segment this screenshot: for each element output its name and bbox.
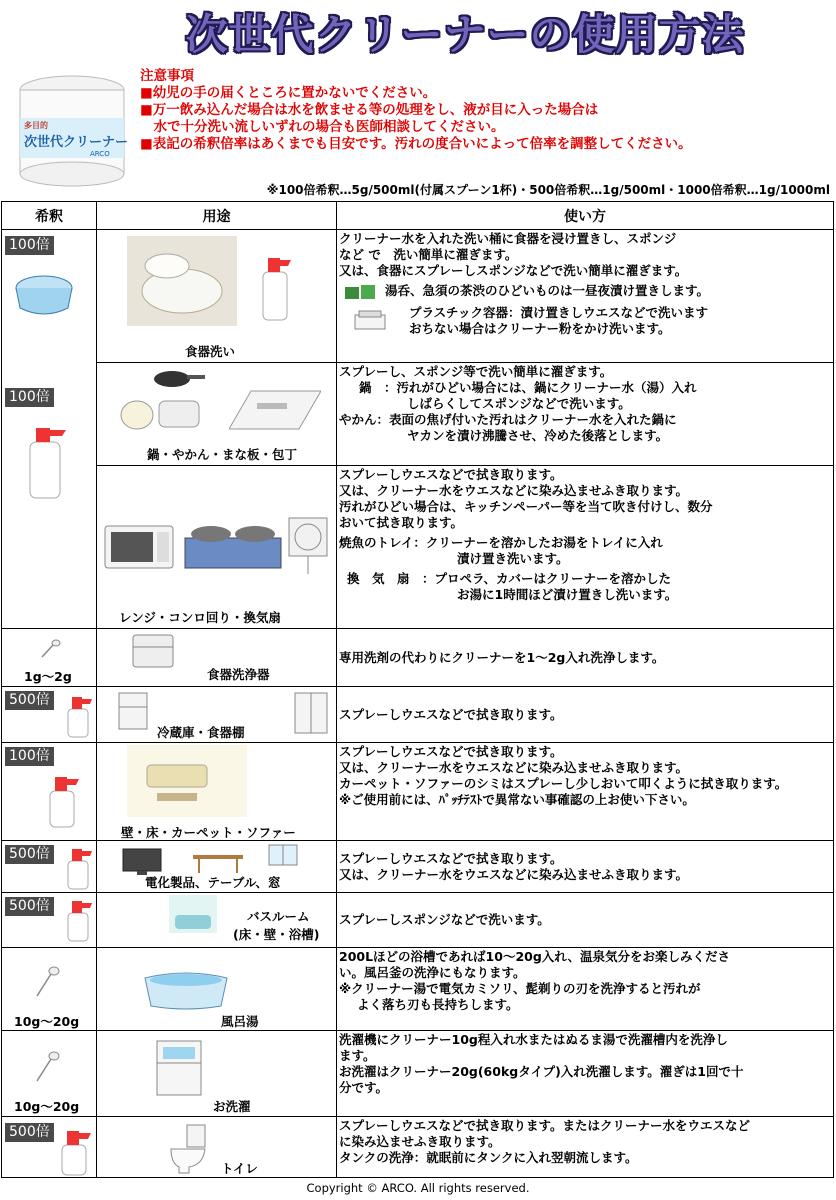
- svg-text:多目的: 多目的: [24, 121, 48, 130]
- purpose-label: レンジ・コンロ回り・換気扇: [119, 610, 281, 625]
- howto-line: タンクの洗浄：就眠前にタンクに入れ翌朝流します。: [339, 1150, 638, 1165]
- purpose-cell: [97, 948, 337, 1031]
- howto-line: 湯呑、急須の茶渋のひどいものは一昼夜漬け置きします。: [385, 283, 710, 298]
- purpose-sublabel: (床・壁・浴槽): [233, 927, 320, 942]
- purpose-cell: [97, 687, 337, 743]
- purpose-label: 鍋・やかん・まな板・包丁: [147, 447, 298, 462]
- howto-line: スプレーし、スポンジ等で洗い簡単に濯ぎます。: [339, 364, 613, 379]
- howto-cell: [337, 743, 834, 841]
- howto-line: カーペット・ソファーのシミはスプレーし少しおいて叩くように拭き取ります。: [339, 776, 788, 791]
- purpose-cell: [97, 893, 337, 948]
- table-row: [2, 687, 834, 743]
- spoon-icon: [38, 637, 62, 661]
- purpose-cell: [97, 841, 337, 893]
- purpose-cell: [97, 230, 337, 363]
- howto-cell: [337, 1117, 834, 1178]
- howto-line: 換 気 扇 ：プロペラ、カバーはクリーナーを溶かした: [347, 571, 672, 586]
- microwave-icon: [103, 522, 175, 572]
- howto-line: 又は、食器にスプレーしスポンジなどで洗い簡単に濯ぎます。: [339, 263, 688, 278]
- dilution-cell: [2, 1031, 97, 1117]
- howto-line: スプレーしスポンジなどで洗います。: [339, 912, 550, 927]
- spray-bottle-icon: [259, 252, 291, 322]
- howto-line: お湯に1時間ほど漬け置きし洗います。: [457, 587, 678, 602]
- table-row: [2, 893, 834, 948]
- living-room-icon: [127, 745, 247, 817]
- table-row: [2, 230, 834, 363]
- howto-cell: [337, 629, 834, 687]
- purpose-label: お洗濯: [213, 1099, 251, 1114]
- bowl-icon: [12, 270, 76, 320]
- dishwasher-icon: [131, 633, 175, 669]
- dilution-note: ※100倍希釈…5g/500ml(付属スプーン1杯)・500倍希釈…1g/500ml・1000倍希釈…1g/1000ml: [266, 183, 830, 197]
- howto-line: プラスチック容器：漬け置きしウエスなどで洗います: [409, 305, 709, 320]
- howto-line: 鍋 ：汚れがひどい場合には、鍋にクリーナー水（湯）入れ: [359, 380, 697, 395]
- spray-bottle-icon: [58, 1127, 92, 1177]
- copyright-footer: Copyright © ARCO. All rights reserved.: [306, 1181, 530, 1195]
- dilution-cell: [2, 1117, 97, 1178]
- dilution-cell: [2, 687, 97, 743]
- purpose-label: 壁・床・カーペット・ソファー: [121, 825, 296, 840]
- purpose-label: 食器洗浄器: [207, 667, 270, 682]
- purpose-label: 食器洗い: [185, 344, 236, 359]
- howto-line: よく落ち刃も長持ちします。: [357, 997, 519, 1012]
- howto-line: おちない場合はクリーナー粉をかけ洗います。: [409, 321, 671, 336]
- table-row: [2, 948, 834, 1031]
- howto-line: ※ご使用前には、ﾊﾟｯﾁﾃｽﾄで異常ない事確認の上お使い下さい。: [339, 792, 695, 807]
- howto-line: スプレーしウエスなどで拭き取ります。: [339, 850, 563, 866]
- spray-bottle-icon: [64, 897, 92, 943]
- howto-line: 洗濯機にクリーナー10g程入れ水またはぬるま湯で洗濯槽内を洗浄し: [339, 1032, 728, 1047]
- window-icon: [267, 843, 299, 867]
- ventilation-fan-icon: [287, 516, 329, 576]
- teapot-icon: [341, 281, 379, 301]
- dish-rack-icon: [127, 236, 237, 326]
- dose-label: 1g～2g: [24, 669, 72, 684]
- dilution-cell: [2, 948, 97, 1031]
- table-row: [2, 1031, 834, 1117]
- purpose-cell: [97, 466, 337, 629]
- howto-line: スプレーしウエスなどで拭き取ります。: [339, 706, 563, 722]
- table-row: [2, 629, 834, 687]
- howto-line: ※クリーナー湯で電気カミソリ、髭剃りの刃を洗浄すると汚れが: [339, 981, 701, 996]
- howto-cell: [337, 948, 834, 1031]
- purpose-label: 電化製品、テーブル、窓: [145, 875, 281, 890]
- howto-line: など で 洗い簡単に濯ぎます。: [339, 247, 518, 262]
- purpose-cell: [97, 629, 337, 687]
- howto-line: スプレーしウエスなどで拭き取ります。: [339, 744, 563, 759]
- howto-line: 又は、クリーナー水をウエスなどに染み込ませふき取ります。: [339, 483, 689, 498]
- howto-cell: [337, 230, 834, 363]
- howto-cell: [337, 363, 834, 466]
- howto-line: 又は、クリーナー水をウエスなどに染み込ませふき取ります。: [339, 866, 689, 882]
- dilution-badge: 500倍: [5, 691, 54, 710]
- caution-item: ■表記の希釈倍率はあくまでも目安です。汚れの度合いによって倍率を調整してください。: [140, 136, 692, 152]
- dilution-badge: 500倍: [5, 897, 54, 916]
- cutting-board-icon: [229, 389, 321, 433]
- spray-bottle-icon: [64, 693, 92, 739]
- howto-line: 分です。: [339, 1080, 389, 1095]
- purpose-cell: [97, 743, 337, 841]
- purpose-label: トイレ: [221, 1161, 258, 1176]
- howto-line: に染み込ませふき取ります。: [339, 1134, 501, 1149]
- dilution-badge: 100倍: [5, 236, 54, 255]
- howto-cell: [337, 1031, 834, 1117]
- washing-machine-icon: [155, 1039, 203, 1097]
- spray-bottle-icon: [46, 773, 80, 829]
- howto-line: 専用洗剤の代わりにクリーナーを1～2g入れ洗浄します。: [339, 649, 665, 665]
- svg-text:次世代クリーナー: 次世代クリーナー: [24, 135, 129, 150]
- howto-line: スプレーしウエスなどで拭き取ります。: [339, 467, 563, 482]
- purpose-label: 風呂湯: [221, 1014, 259, 1029]
- dilution-cell: [2, 841, 97, 893]
- spoon-icon: [32, 964, 62, 1000]
- howto-line: 漬け置き洗います。: [457, 551, 569, 566]
- gas-stove-icon: [183, 518, 283, 572]
- howto-cell: [337, 893, 834, 948]
- howto-line: 200Lほどの浴槽であれば10～20g入れ、温泉気分をお楽しみくださ: [339, 949, 731, 964]
- table-row: [2, 841, 834, 893]
- caution-item: ■万一飲み込んだ場合は水を飲ませる等の処理をし、液が目に入った場合は: [140, 102, 599, 118]
- howto-line: クリーナー水を入れた洗い桶に食器を浸け置きし、スポンジ: [339, 231, 677, 246]
- plastic-container-icon: [353, 309, 389, 333]
- howto-line: しばらくしてスポンジなどで洗います。: [407, 396, 631, 411]
- dose-label: 10g～20g: [14, 1099, 80, 1114]
- dilution-cell: [2, 629, 97, 687]
- refrigerator-icon: [117, 691, 149, 731]
- caution-item: 水で十分洗い流しいずれの場合も医師相談してください。: [140, 119, 505, 135]
- purpose-label: バスルーム: [247, 909, 310, 924]
- howto-line: ヤカンを漬け沸騰させ、冷めた後落とします。: [407, 428, 669, 443]
- caution-item: ■幼児の手の届くところに置かないでください。: [140, 85, 437, 101]
- howto-line: 又は、クリーナー水をウエスなどに染み込ませふき取ります。: [339, 760, 689, 775]
- dose-label: 10g～20g: [14, 1014, 80, 1029]
- dilution-cell: [2, 743, 97, 841]
- cupboard-icon: [293, 691, 329, 735]
- purpose-label: 冷蔵庫・食器棚: [157, 725, 245, 740]
- table-row: [2, 363, 834, 466]
- header-howto: 使い方: [337, 202, 834, 230]
- page-title: 次世代クリーナーの使用方法: [185, 10, 745, 59]
- dilution-cell: [2, 230, 97, 629]
- howto-line: ます。: [339, 1048, 376, 1063]
- purpose-cell: [97, 1031, 337, 1117]
- table-row: [2, 743, 834, 841]
- table-row: [2, 1117, 834, 1178]
- toilet-icon: [167, 1123, 211, 1175]
- howto-line: スプレーしウエスなどで拭き取ります。またはクリーナー水をウエスなど: [339, 1118, 751, 1133]
- dilution-badge: 100倍: [5, 747, 54, 766]
- table-icon: [179, 845, 257, 875]
- dilution-badge: 500倍: [5, 1123, 54, 1142]
- svg-text:ARCO: ARCO: [90, 150, 110, 158]
- product-jar-image: [12, 68, 132, 188]
- table-header-row: [2, 202, 834, 230]
- purpose-cell: [97, 363, 337, 466]
- header-dilution: 希釈: [2, 202, 97, 230]
- dilution-badge: 500倍: [5, 845, 54, 864]
- spoon-icon: [32, 1049, 62, 1085]
- spray-bottle-icon: [64, 845, 92, 891]
- spray-bottle-icon: [22, 420, 68, 500]
- header-purpose: 用途: [97, 202, 337, 230]
- purpose-cell: [97, 1117, 337, 1178]
- howto-cell: [337, 687, 834, 743]
- howto-line: お洗濯はクリーナー20g(60kgタイプ)入れ洗濯します。濯ぎは1回で十: [339, 1064, 744, 1079]
- bathroom-icon: [169, 895, 217, 933]
- dilution-badge: 100倍: [5, 388, 54, 407]
- pots-icon: [117, 367, 207, 433]
- usage-table: [1, 201, 834, 1178]
- caution-heading: 注意事項: [140, 68, 194, 84]
- dilution-cell: [2, 893, 97, 948]
- howto-cell: [337, 466, 834, 629]
- howto-line: い。風呂釜の洗浄にもなります。: [339, 965, 526, 980]
- caution-notes: [140, 68, 830, 153]
- howto-line: おいて拭き取ります。: [339, 515, 464, 530]
- howto-cell: [337, 841, 834, 893]
- table-row: [2, 466, 834, 629]
- howto-line: 焼魚のトレイ：クリーナーを溶かしたお湯をトレイに入れ: [339, 535, 663, 550]
- howto-line: 汚れがひどい場合は、キッチンペーパー等を当て吹き付けし、数分: [339, 499, 713, 514]
- bathtub-icon: [141, 962, 231, 1012]
- howto-line: やかん：表面の焦げ付いた汚れはクリーナー水を入れた鍋に: [339, 412, 677, 427]
